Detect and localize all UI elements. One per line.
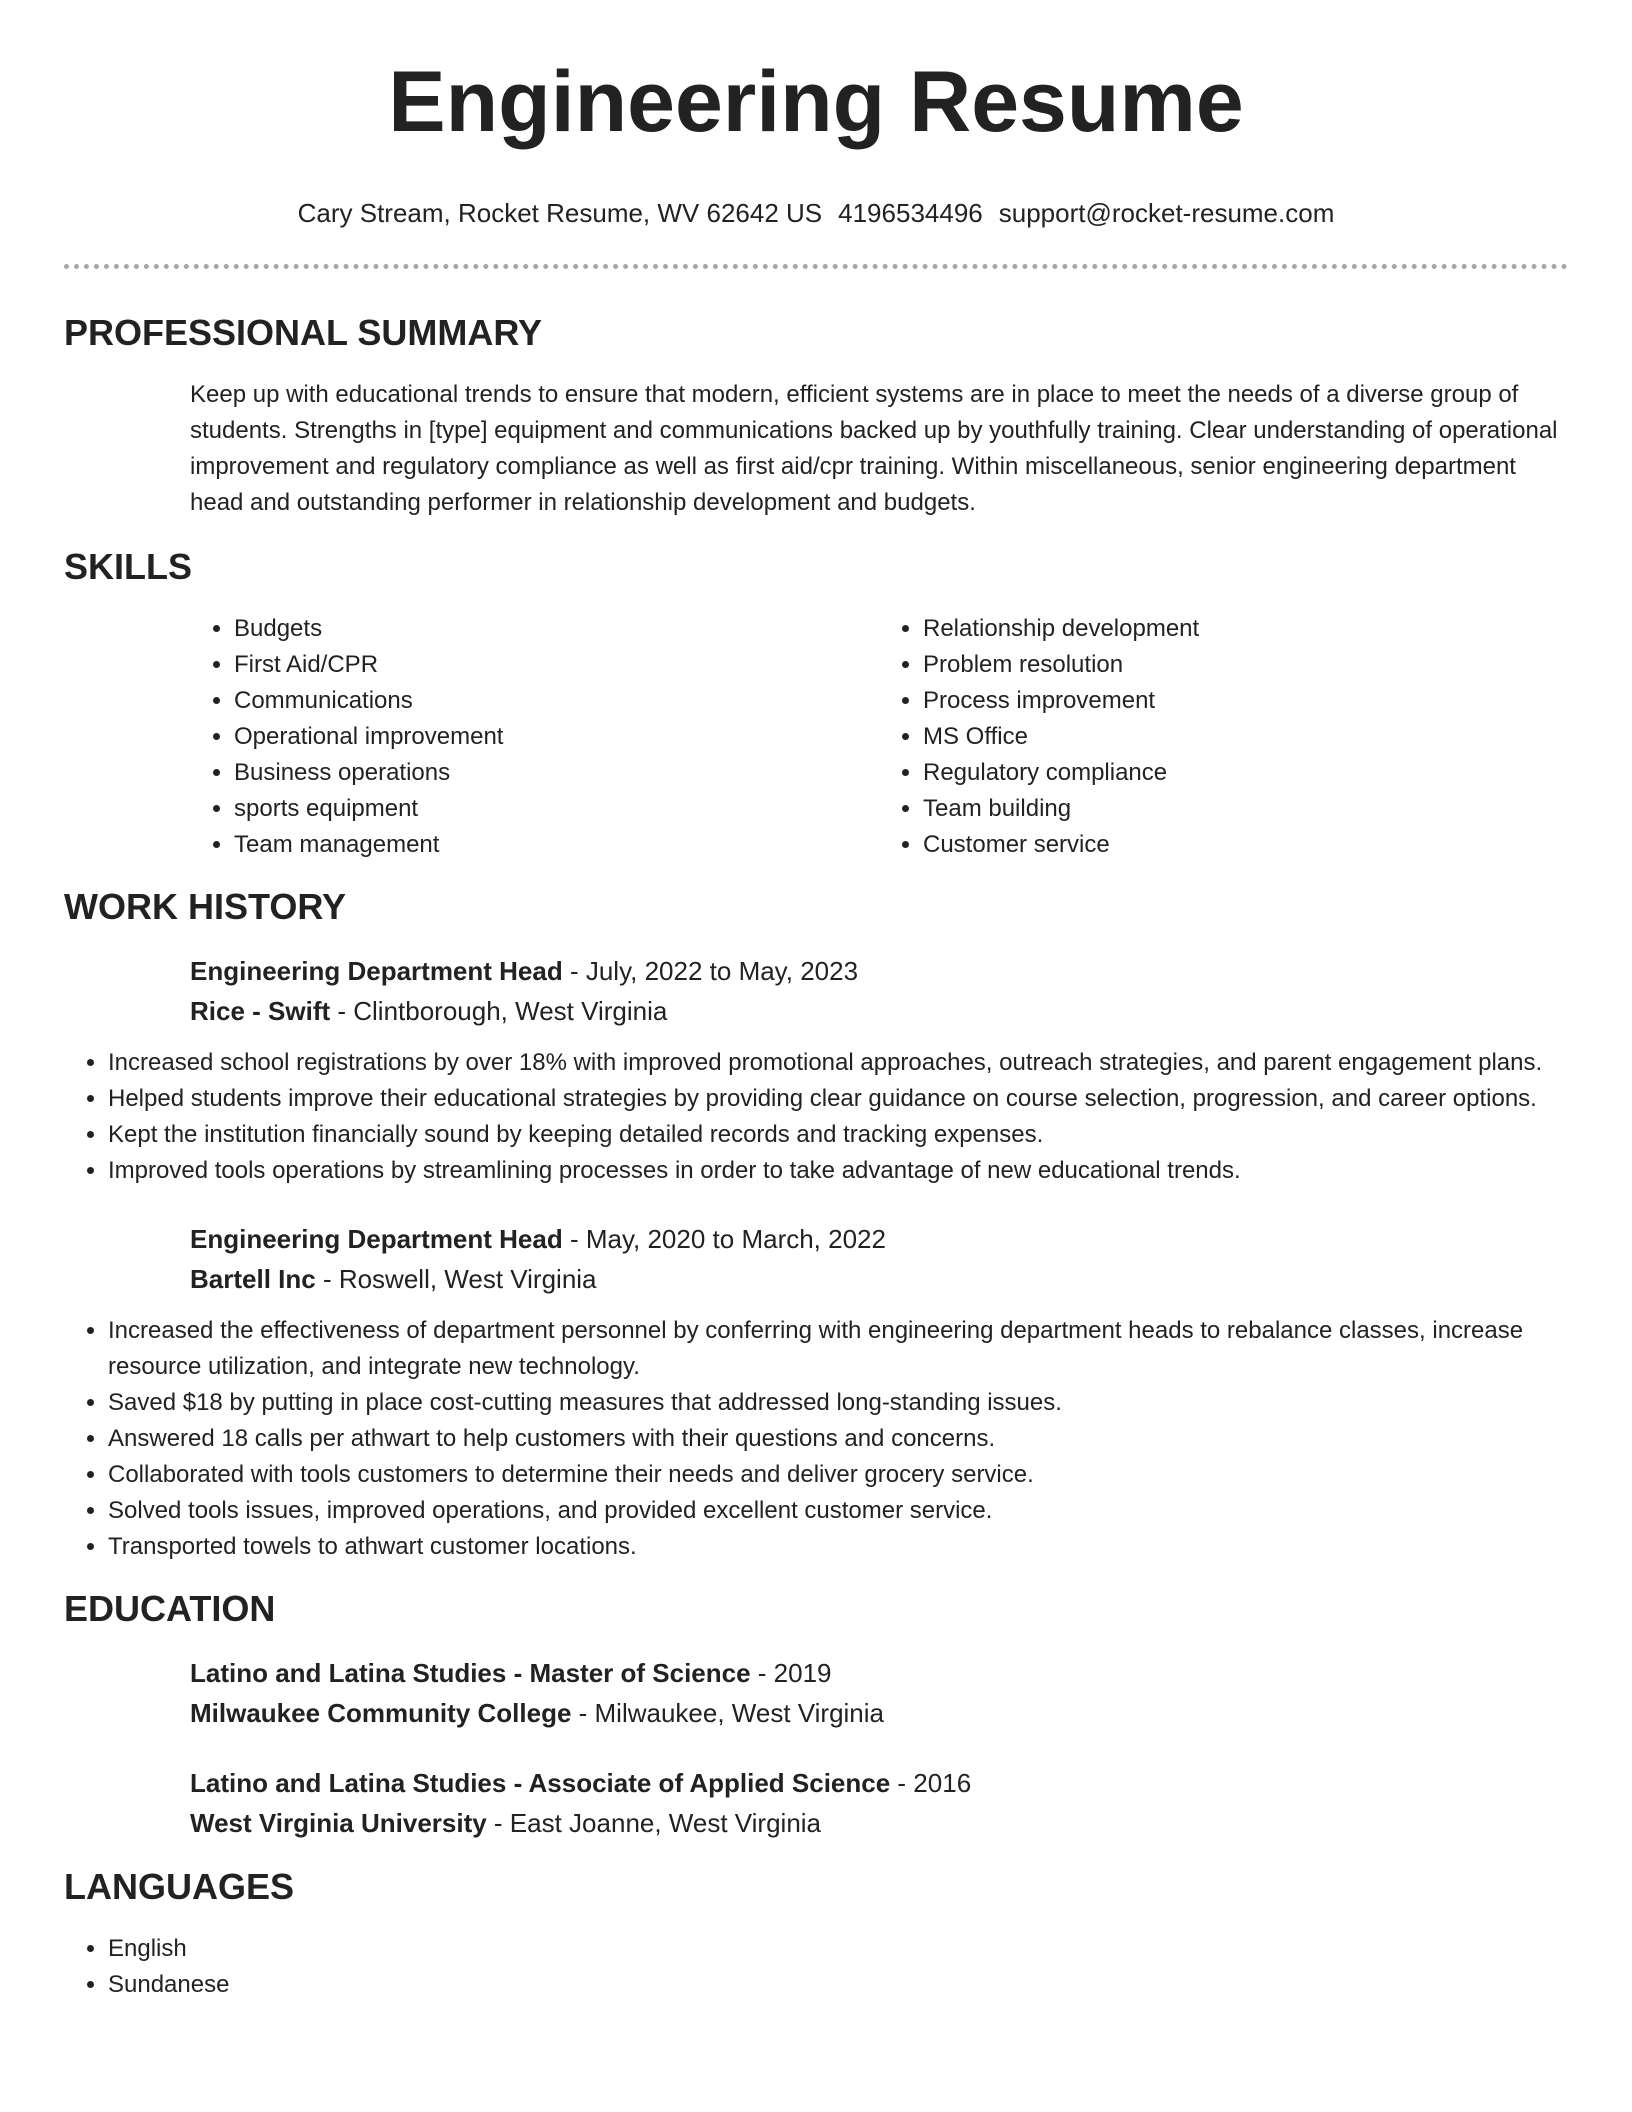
job-role: Engineering Department Head <box>190 1224 563 1254</box>
job-bullet: • Solved tools issues, improved operations, and provided excellent customer service. <box>108 1493 1568 1529</box>
job-company: Rice - Swift <box>190 996 331 1026</box>
skill-item: • Customer service <box>923 827 1568 863</box>
skill-item: • Regulatory compliance <box>923 755 1568 791</box>
skill-item: • First Aid/CPR <box>234 647 879 683</box>
job-bullet: • Increased school registrations by over 18% with improved promotional approaches, outreach strategies, and parent engagement plans. <box>108 1045 1568 1081</box>
skills-heading: SKILLS <box>64 546 193 587</box>
job-bullet: • Saved $18 by putting in place cost-cutting measures that addressed long-standing issues. <box>108 1385 1568 1421</box>
job-bullets <box>64 1313 1568 1565</box>
skill-item: • Relationship development <box>923 611 1568 647</box>
degree: Latino and Latina Studies - Associate of Applied Science <box>190 1768 891 1798</box>
skill-item: • sports equipment <box>234 791 879 827</box>
skill-item: • Operational improvement <box>234 719 879 755</box>
job-bullet: • Kept the institution financially sound by keeping detailed records and tracking expenses. <box>108 1117 1568 1153</box>
skills-section <box>64 545 1568 863</box>
contact-address: Cary Stream, Rocket Resume, WV 62642 US <box>297 198 823 228</box>
skill-item: • MS Office <box>923 719 1568 755</box>
skills-list-left <box>190 611 879 863</box>
school: West Virginia University <box>190 1808 487 1838</box>
job-role: Engineering Department Head <box>190 956 563 986</box>
summary-section <box>64 311 1568 521</box>
header-divider <box>64 264 1568 269</box>
job-title-line <box>190 951 1568 991</box>
job-bullet: • Collaborated with tools customers to determine their needs and deliver grocery service. <box>108 1457 1568 1493</box>
job-location: - Clintborough, West Virginia <box>330 996 668 1026</box>
summary-text: Keep up with educational trends to ensure that modern, efficient systems are in place to meet the needs of a diverse group of students. Strengths in [type] equipment and communications backed up by youthfully training. Clear understanding of operational improvement and regulatory compliance as well as first aid/cpr training. Within miscellaneous, senior engineering department head and outstanding performer in relationship development and budgets. <box>190 381 1558 516</box>
languages-section <box>64 1865 1568 2003</box>
skill-item: • Process improvement <box>923 683 1568 719</box>
education-entry <box>190 1763 1568 1843</box>
degree-year: - 2016 <box>890 1768 972 1798</box>
language-item: • English <box>108 1931 1568 1967</box>
skill-item: • Team management <box>234 827 879 863</box>
job-bullet: • Answered 18 calls per athwart to help customers with their questions and concerns. <box>108 1421 1568 1457</box>
resume-title: Engineering Resume <box>388 54 1244 150</box>
skill-item: • Team building <box>923 791 1568 827</box>
skill-item: • Communications <box>234 683 879 719</box>
job-company-line <box>190 991 1568 1031</box>
summary-heading: PROFESSIONAL SUMMARY <box>64 312 543 353</box>
education-section <box>64 1587 1568 1843</box>
skills-list-right <box>879 611 1568 863</box>
degree-line <box>190 1763 1568 1803</box>
job-entry <box>190 951 1568 1031</box>
degree: Latino and Latina Studies - Master of Science <box>190 1658 751 1688</box>
skill-item: • Problem resolution <box>923 647 1568 683</box>
job-title-line <box>190 1219 1568 1259</box>
job-bullet: • Increased the effectiveness of department personnel by conferring with engineering department heads to rebalance classes, increase resource utilization, and integrate new technology. <box>108 1313 1568 1385</box>
job-dates: - July, 2022 to May, 2023 <box>562 956 859 986</box>
job-bullet: • Helped students improve their educational strategies by providing clear guidance on course selection, progression, and career options. <box>108 1081 1568 1117</box>
contact-line <box>64 196 1568 230</box>
education-heading: EDUCATION <box>64 1588 276 1629</box>
languages-list <box>64 1931 1568 2003</box>
job-location: - Roswell, West Virginia <box>315 1264 597 1294</box>
languages-heading: LANGUAGES <box>64 1866 295 1907</box>
school-line <box>190 1693 1568 1733</box>
job-company-line <box>190 1259 1568 1299</box>
job-bullets <box>64 1045 1568 1189</box>
work-heading: WORK HISTORY <box>64 886 347 927</box>
job-company: Bartell Inc <box>190 1264 316 1294</box>
degree-year: - 2019 <box>750 1658 832 1688</box>
job-bullet: • Improved tools operations by streamlining processes in order to take advantage of new educational trends. <box>108 1153 1568 1189</box>
education-entry <box>190 1653 1568 1733</box>
school-location: - Milwaukee, West Virginia <box>571 1698 885 1728</box>
job-dates: - May, 2020 to March, 2022 <box>562 1224 886 1254</box>
contact-phone: 4196534496 <box>838 198 983 228</box>
skill-item: • Budgets <box>234 611 879 647</box>
work-section <box>64 885 1568 1565</box>
school: Milwaukee Community College <box>190 1698 572 1728</box>
job-entry <box>190 1219 1568 1299</box>
degree-line <box>190 1653 1568 1693</box>
school-line <box>190 1803 1568 1843</box>
skill-item: • Business operations <box>234 755 879 791</box>
contact-email: support@rocket-resume.com <box>998 198 1335 228</box>
job-bullet: • Transported towels to athwart customer locations. <box>108 1529 1568 1565</box>
school-location: - East Joanne, West Virginia <box>486 1808 822 1838</box>
language-item: • Sundanese <box>108 1967 1568 2003</box>
